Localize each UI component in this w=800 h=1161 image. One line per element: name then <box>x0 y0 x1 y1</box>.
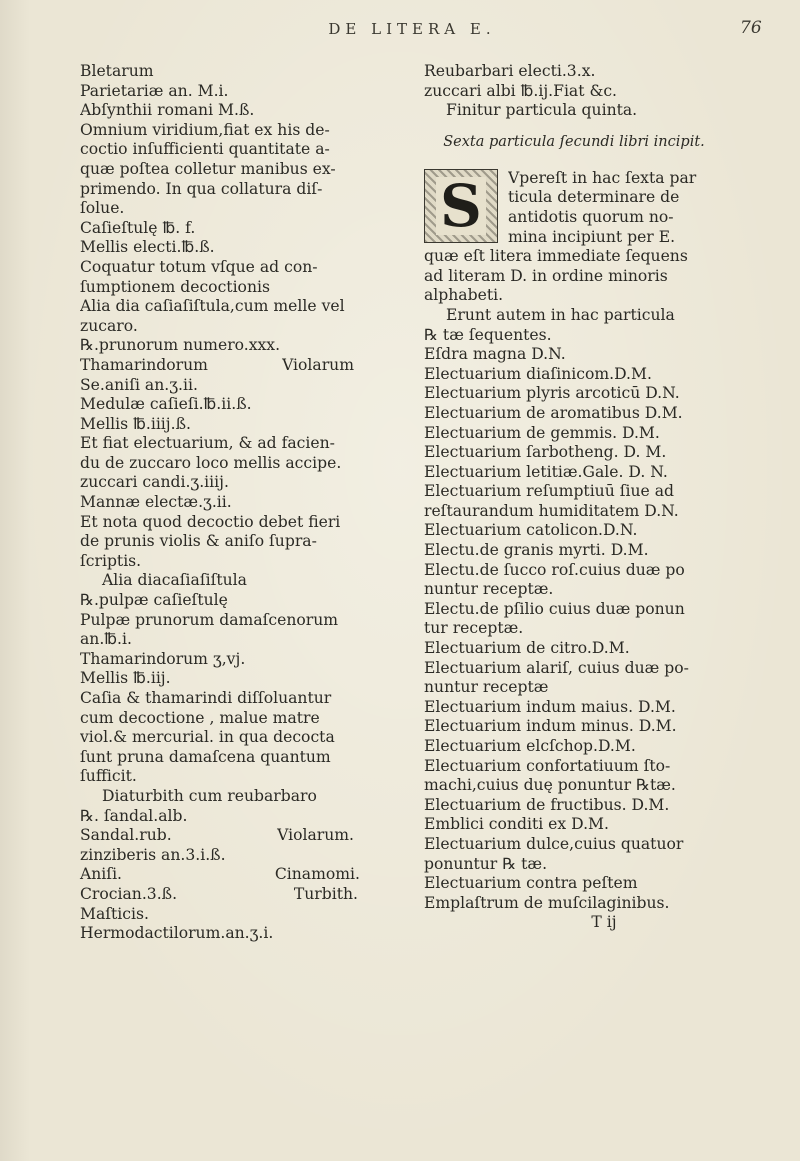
text-line: Mannæ electæ.ʒ.ii. <box>80 493 232 512</box>
text-line: Reubarbari electi.3.x. <box>424 62 596 80</box>
list-item: tur receptæ. <box>424 619 524 638</box>
text-line: antidotis quorum no- <box>508 207 674 226</box>
text-line: Medulæ caſieſi.℔.ii.ß. <box>80 395 252 414</box>
opening-paragraph-text <box>508 169 724 247</box>
opening-paragraph <box>424 169 724 247</box>
list-item: Electu.de pſilio cuius duæ ponun <box>424 599 685 618</box>
text-line: ad literam D. in ordine minoris <box>424 266 668 285</box>
text-line: ticula determinare de <box>508 188 680 207</box>
text-line: zuccari albi ℔.ij.Fiat &c. <box>424 81 618 100</box>
text-line: quæ eſt litera immediate ſequens <box>424 247 688 266</box>
text-line: Maſticis. <box>80 904 149 923</box>
text-line: Bletarum <box>80 62 154 80</box>
text-line: Omnium viridium,fiat ex his de- <box>80 120 330 139</box>
pair-right: Cinamomi. <box>274 865 360 884</box>
list-item: Emplaſtrum de muſcilaginibus. <box>424 893 670 912</box>
list-item: Electuarium de aromatibus D.M. <box>424 403 683 422</box>
pair-right: Violarum <box>282 355 354 374</box>
list-item: Electuarium alariſ, cuius duæ po- <box>424 658 689 677</box>
text-line: Mellis ℔.iij. <box>80 669 171 688</box>
list-item: reſtaurandum humiditatem D.N. <box>424 501 679 520</box>
text-line: ſolue. <box>80 199 125 218</box>
text-line: ſcriptis. <box>80 551 142 570</box>
text-line: zucaro. <box>80 316 138 335</box>
text-line: Caſieſtulę ℔. f. <box>80 218 196 237</box>
list-item: Electuarium plyris arcoticū D.N. <box>424 384 680 403</box>
text-line: an.℔.i. <box>80 630 132 649</box>
list-item: Electuarium de citro.D.M. <box>424 639 630 658</box>
text-line: Mellis ℔.iiij.ß. <box>80 414 191 433</box>
text-line-indented: Erunt autem in hac particula <box>446 305 675 324</box>
list-item: machi,cuius duę ponuntur ℞tæ. <box>424 776 676 795</box>
list-item: Electuarium indum maius. D.M. <box>424 697 676 716</box>
text-line: cum decoctione , malue matre <box>80 708 320 727</box>
text-line: viol.& mercurial. in qua decocta <box>80 728 335 747</box>
decorated-initial <box>424 169 498 243</box>
left-column <box>80 62 380 944</box>
right-column <box>424 62 724 933</box>
text-line-indented: Finitur particula quinta. <box>446 101 638 120</box>
pair-right: Violarum. <box>277 826 354 845</box>
list-item: Electuarium de fructibus. D.M. <box>424 795 670 814</box>
text-line: de prunis violis & aniſo ſupra- <box>80 532 317 551</box>
pair-right: Turbith. <box>293 884 358 903</box>
signature-mark: T ij <box>591 913 617 932</box>
text-line-pair <box>80 356 380 376</box>
text-line: Hermodactilorum.an.ʒ.i. <box>80 924 274 943</box>
list-item: Electuarium reſumptiuū ſiue ad <box>424 482 674 501</box>
text-line: mina incipiunt per E. <box>508 227 676 246</box>
initial-letter: S <box>436 177 486 235</box>
list-item: ℞ tæ ſequentes. <box>424 325 552 344</box>
list-item: Electu.de ſucco roſ.cuius duæ po <box>424 560 685 579</box>
text-line: ℞. ſandal.alb. <box>80 806 188 825</box>
text-line: Pulpæ prunorum damaſcenorum <box>80 610 339 629</box>
text-line: alphabeti. <box>424 286 504 305</box>
pair-left: Aniſi. <box>80 865 123 884</box>
pair-left: Thamarindorum <box>80 355 208 374</box>
text-line: ℞.prunorum numero.xxx. <box>80 336 281 355</box>
text-line: Alia dia caſiaſiſtula,cum melle vel <box>80 297 345 316</box>
list-item: Electuarium catolicon.D.N. <box>424 521 638 540</box>
text-line: Abſynthii romani M.ß. <box>80 101 255 120</box>
list-item: Emblici conditi ex D.M. <box>424 815 609 834</box>
text-line: coctio inſufficienti quantitate a- <box>80 140 330 159</box>
list-item: Electuarium dulce,cuius quatuor <box>424 834 684 853</box>
text-line: primendo. In qua collatura diſ- <box>80 179 323 198</box>
list-item: Electuarium ſarbotheng. D. M. <box>424 443 667 462</box>
text-line: Et fiat electuarium, & ad facien- <box>80 434 335 453</box>
list-item: Electuarium diaſinicom.D.M. <box>424 364 652 383</box>
text-line: Mellis electi.℔.ß. <box>80 238 215 257</box>
text-line: Et nota quod decoctio debet fieri <box>80 512 341 531</box>
folio-number: 76 <box>740 18 762 38</box>
text-line: Caſia & thamarindi diſſoluantur <box>80 689 332 707</box>
pair-left: Crocian.3.ß. <box>80 884 178 903</box>
text-line: Se.aniſi an.ʒ.ii. <box>80 375 198 394</box>
text-line: quæ poſtea colletur manibus ex- <box>80 159 336 178</box>
text-line: ſufficit. <box>80 767 137 786</box>
text-line: Parietariæ an. M.i. <box>80 81 229 100</box>
text-line: Vpereſt in hac ſexta par <box>508 168 697 187</box>
list-item: Electuarium letitiæ.Gale. D. N. <box>424 462 668 481</box>
section-heading: Sexta particula ſecundi libri incipit. <box>443 133 705 150</box>
text-line-pair <box>80 885 380 905</box>
list-item: Electuarium confortatiuum ſto- <box>424 756 671 775</box>
list-item: Eſdra magna D.N. <box>424 345 566 364</box>
list-item: Electuarium elcſchop.D.M. <box>424 737 636 755</box>
text-line-pair <box>80 865 380 885</box>
text-line: ſunt pruna damaſcena quantum <box>80 747 331 766</box>
text-line: zinziberis an.3.i.ß. <box>80 845 226 864</box>
text-line-pair <box>80 826 380 846</box>
list-item: nuntur receptæ. <box>424 580 554 599</box>
text-line-indented: Alia diacaſiaſiſtula <box>102 571 247 590</box>
list-item: Electu.de granis myrti. D.M. <box>424 541 649 560</box>
text-line: ſumptionem decoctionis <box>80 277 270 296</box>
list-item: nuntur receptæ <box>424 678 549 697</box>
text-line: zuccari candi.ʒ.iiij. <box>80 473 229 492</box>
list-item: Electuarium contra peſtem <box>424 874 638 893</box>
text-line: du de zuccaro loco mellis accipe. <box>80 453 342 472</box>
list-item: Electuarium de gemmis. D.M. <box>424 423 660 442</box>
pair-left: Sandal.rub. <box>80 826 172 845</box>
text-line: Thamarindorum ʒ,vj. <box>80 649 246 668</box>
text-line-indented: Diaturbith cum reubarbaro <box>102 786 317 805</box>
text-line: ℞.pulpæ caſieſtulę <box>80 591 228 610</box>
running-title: DE LITERA E. <box>328 20 496 38</box>
list-item: ponuntur ℞ tæ. <box>424 854 548 873</box>
text-line: Coquatur totum vſque ad con- <box>80 257 318 276</box>
list-item: Electuarium indum minus. D.M. <box>424 717 677 736</box>
